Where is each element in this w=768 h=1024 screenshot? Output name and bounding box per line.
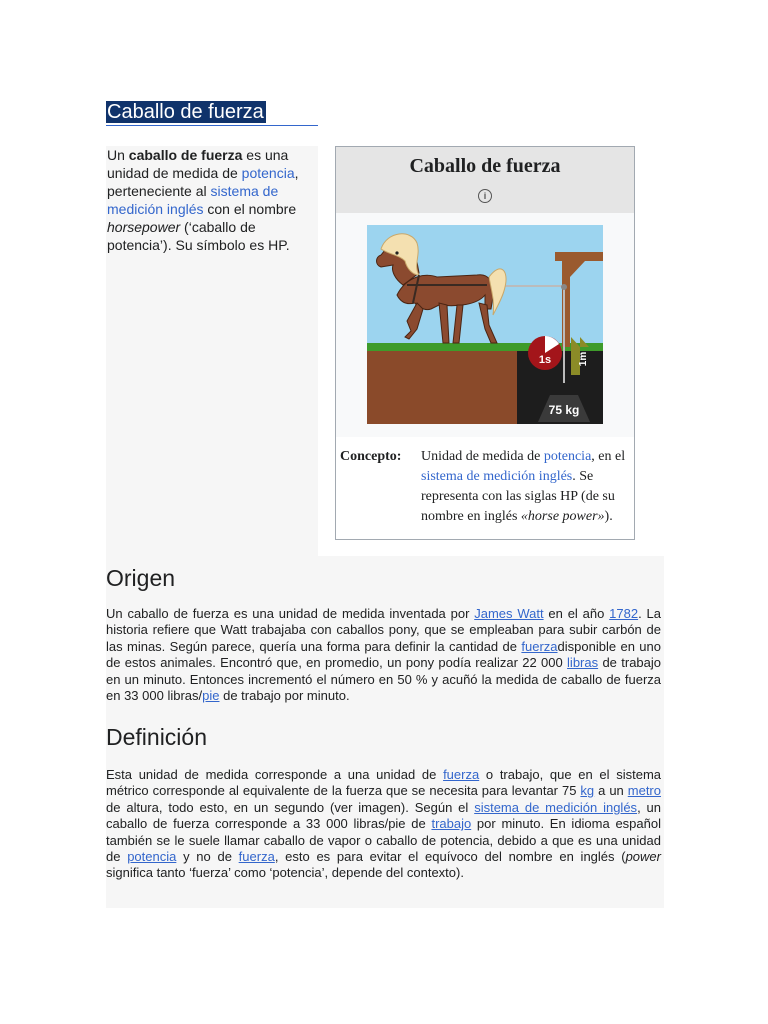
link-fuerza[interactable]: fuerza [521,638,558,654]
infobox-label: Concepto: [340,449,402,464]
height-label: 1m [578,351,589,367]
definicion-text: , esto es para evitar el equívoco del nombre en inglés ( [274,849,626,865]
infobox [335,146,635,540]
intro-paragraph [106,146,318,254]
link-libras[interactable]: libras [567,655,599,671]
origen-text: disponible en uno de estos animales. Encontró que, en promedio, un pony podía realizar 22 000 [106,638,661,671]
link-fuerza[interactable]: fuerza [238,849,275,865]
origen-text: Un caballo de fuerza es una unidad de medida inventada por [106,606,475,621]
infobox-header [336,147,634,213]
link-potencia[interactable]: potencia [127,849,177,865]
definicion-text: o trabajo, que en el sistema métrico corresponde al equivalente de la fuerza que se necesita para levantar 75 [106,767,661,799]
link-sistema-medicion-ingles[interactable]: sistema de medición inglés [107,183,279,217]
paragraph-definicion [106,767,661,882]
origen-text: de trabajo en un minuto. Entonces incrementó el número en 50 % y acuñó la medida de caballo de fuerza en 33 000 libras/ [106,655,661,704]
link-potencia[interactable]: potencia [241,165,295,181]
origen-text: de trabajo por minuto. [219,688,350,704]
link-metro[interactable]: metro [627,783,661,799]
definicion-text: y no de [176,849,239,865]
definicion-text: de altura, todo esto, en un segundo (ver imagen). Según el [106,799,475,815]
link-fuerza[interactable]: fuerza [443,767,480,782]
infobox-value-text: . Se representa con las siglas HP (de su nombre en inglés [421,469,615,524]
page-title [106,100,318,126]
definicion-text: , un caballo de fuerza corresponde a 33 000 libras/pie de [106,799,662,832]
origen-text: . La historia refiere que Watt trabajaba con caballos pony, que se empleaban para subir carbón de las minas. Según parece, quería una forma para definir la cantidad de [106,606,661,654]
intro-italic-term: horsepower [107,219,181,235]
weight-label: 75 kg [548,403,580,417]
paragraph-origen [106,606,661,704]
heading-origen: Origen [106,565,176,591]
link-sistema-medicion-ingles[interactable]: sistema de medición inglés [474,799,638,815]
link-james-watt[interactable]: James Watt [474,606,544,621]
link-kg[interactable]: kg [580,783,595,799]
intro-text: con el nombre [203,201,297,217]
infobox-value-text: Unidad de medida de [421,449,544,464]
infobox-value [421,447,629,527]
infobox-link-potencia[interactable]: potencia [543,449,592,464]
infobox-italic: «horse power» [520,509,605,524]
link-pie[interactable]: pie [202,688,220,704]
infobox-row-concepto [336,437,634,539]
page-title-text: Caballo de fuerza [107,101,264,123]
definicion-text: Esta unidad de medida corresponde a una unidad de [106,767,444,782]
intro-text: (‘caballo de potencia’). Su símbolo es HP. [107,219,290,253]
definicion-text: a un [594,783,628,799]
intro-bold-term: caballo de fuerza [128,147,243,163]
link-trabajo[interactable]: trabajo [431,816,472,832]
horse-power-illustration[interactable] [367,225,603,424]
definicion-text: por minuto. En idioma español también se le suele llamar caballo de vapor o caballo de potencia, debido a que es una unidad de [106,816,661,865]
info-icon[interactable]: i [478,189,492,203]
intro-text: , perteneciente al [107,165,299,199]
intro-section [106,146,318,556]
intro-text: es una unidad de medida de [107,147,289,181]
infobox-value-text: ). [604,509,613,524]
heading-definicion: Definición [106,724,207,750]
infobox-title: Caballo de fuerza [409,155,561,177]
definicion-italic: power [625,849,661,865]
intro-text: Un [107,147,129,163]
origen-text: en el año [543,606,610,621]
illustration-svg [367,225,603,424]
infobox-value-text: , en el [591,449,626,464]
content-section [106,556,664,908]
link-1782[interactable]: 1782 [609,606,639,621]
infobox-link-sistema[interactable]: sistema de medición inglés [421,469,573,484]
definicion-text: significa tanto ‘fuerza’ como ‘potencia’, depende del contexto). [106,865,464,881]
time-label: 1s [538,354,552,366]
